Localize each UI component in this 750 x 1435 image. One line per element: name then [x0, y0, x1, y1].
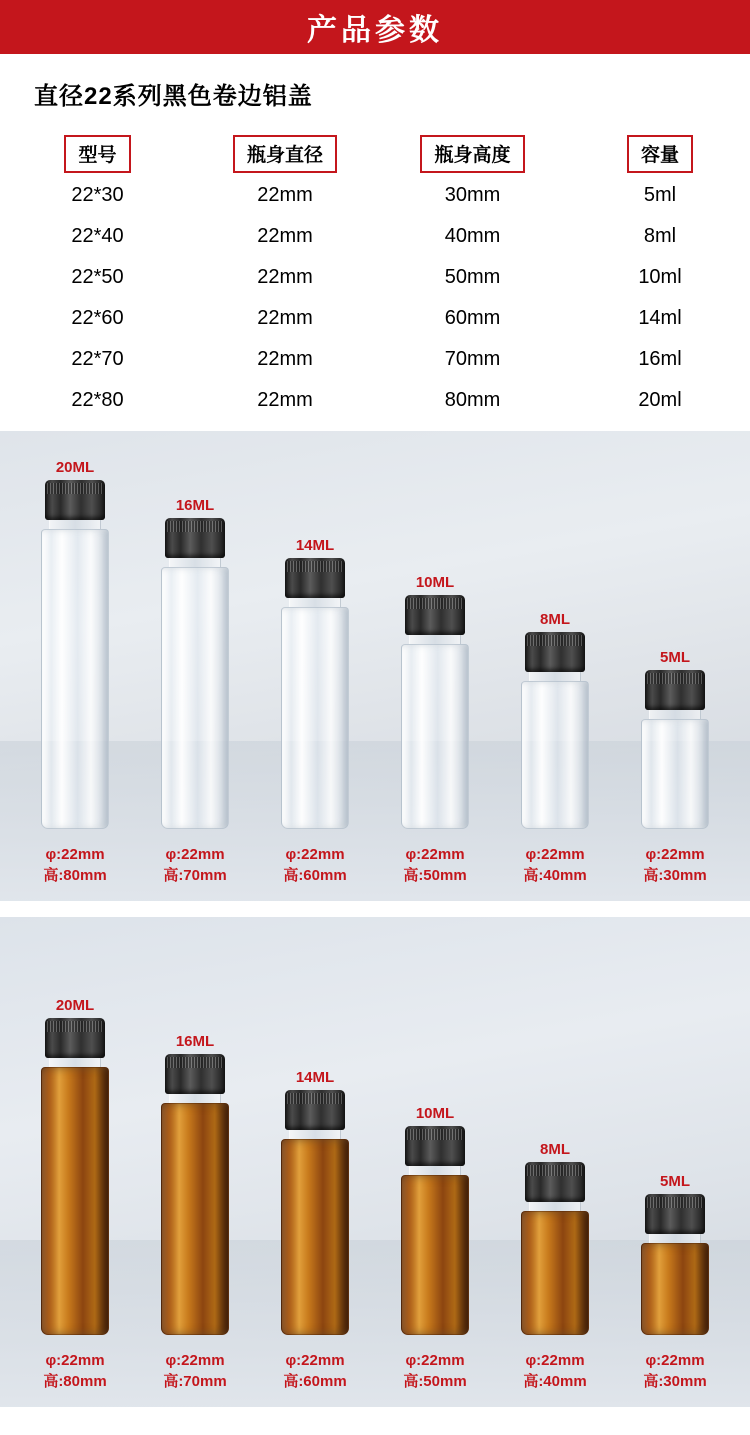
bottle-neck	[289, 1130, 341, 1139]
bottle-graphic	[399, 595, 471, 829]
diameter-text: φ:22mm	[645, 1351, 705, 1369]
table-row	[0, 380, 750, 421]
cell-diameter: 22mm	[257, 225, 313, 247]
page-title: 产品参数	[307, 14, 443, 47]
table-header-row	[0, 133, 750, 175]
bottle-item	[143, 497, 247, 829]
height-text: 高:60mm	[283, 1373, 347, 1391]
cell-height: 80mm	[444, 389, 501, 411]
cell-model: 22*70	[71, 348, 124, 370]
bottle-body	[521, 1211, 589, 1335]
dimension-label	[23, 1350, 127, 1394]
section-divider	[0, 901, 750, 917]
bottle-graphic	[519, 632, 591, 829]
bottle-neck	[529, 672, 581, 681]
cell-capacity: 20ml	[638, 389, 682, 411]
bottle-item	[623, 1173, 727, 1335]
diameter-text: φ:22mm	[285, 845, 345, 863]
diameter-text: φ:22mm	[405, 845, 465, 863]
bottle-neck	[409, 1166, 461, 1175]
bottle-item	[383, 574, 487, 829]
cell-model: 22*30	[71, 184, 124, 206]
capacity-label: 16ML	[175, 1033, 215, 1050]
table-row	[0, 298, 750, 339]
bottle-item	[383, 1105, 487, 1335]
diameter-text: φ:22mm	[645, 845, 705, 863]
cell-model: 22*60	[71, 307, 124, 329]
height-text: 高:30mm	[643, 1373, 707, 1391]
table-row	[0, 216, 750, 257]
cell-diameter: 22mm	[257, 307, 313, 329]
bottle-item	[23, 997, 127, 1335]
bottle-body	[161, 1103, 229, 1335]
bottle-neck	[289, 598, 341, 607]
table-header-cell	[0, 133, 195, 175]
dimension-label	[503, 1350, 607, 1394]
product-photo-amber-bottles	[0, 917, 750, 1407]
bottle-item	[503, 611, 607, 829]
aluminum-cap-icon	[45, 1018, 105, 1058]
aluminum-cap-icon	[525, 632, 585, 672]
bottle-graphic	[519, 1162, 591, 1335]
bottle-body	[161, 567, 229, 829]
bottle-graphic	[39, 480, 111, 829]
cell-height: 40mm	[444, 225, 501, 247]
aluminum-cap-icon	[645, 670, 705, 710]
dimension-label	[143, 1350, 247, 1394]
cell-capacity: 10ml	[638, 266, 682, 288]
height-text: 高:60mm	[283, 867, 347, 885]
bottle-body	[41, 1067, 109, 1335]
bottle-item	[263, 537, 367, 829]
bottle-body	[281, 607, 349, 829]
dimension-label	[623, 1350, 727, 1394]
table-header-cell	[195, 133, 375, 175]
diameter-text: φ:22mm	[405, 1351, 465, 1369]
bottle-neck	[169, 558, 221, 567]
cell-height: 50mm	[444, 266, 501, 288]
bottle-graphic	[279, 558, 351, 829]
capacity-label: 5ML	[660, 1173, 690, 1190]
amber-bottle-group	[0, 997, 750, 1335]
aluminum-cap-icon	[285, 558, 345, 598]
capacity-label: 16ML	[175, 497, 215, 514]
capacity-label: 14ML	[295, 1069, 335, 1086]
cell-height: 70mm	[444, 348, 501, 370]
column-header-diameter: 瓶身直径	[233, 135, 337, 173]
cell-diameter: 22mm	[257, 266, 313, 288]
table-row	[0, 257, 750, 298]
diameter-text: φ:22mm	[45, 1351, 105, 1369]
height-text: 高:70mm	[163, 1373, 227, 1391]
cell-model: 22*50	[71, 266, 124, 288]
bottle-body	[401, 644, 469, 829]
capacity-label: 20ML	[55, 459, 95, 476]
column-header-model: 型号	[64, 135, 130, 173]
height-text: 高:80mm	[43, 1373, 107, 1391]
cell-model: 22*40	[71, 225, 124, 247]
cell-capacity: 14ml	[638, 307, 682, 329]
diameter-text: φ:22mm	[165, 845, 225, 863]
bottle-item	[23, 459, 127, 829]
height-text: 高:70mm	[163, 867, 227, 885]
bottle-body	[521, 681, 589, 829]
table-header-cell	[570, 133, 750, 175]
bottle-neck	[49, 1058, 101, 1067]
aluminum-cap-icon	[285, 1090, 345, 1130]
page-header-banner	[0, 0, 750, 54]
cell-diameter: 22mm	[257, 348, 313, 370]
cell-height: 30mm	[444, 184, 501, 206]
capacity-label: 5ML	[660, 649, 690, 666]
height-text: 高:40mm	[523, 867, 587, 885]
clear-bottle-group	[0, 459, 750, 829]
height-text: 高:50mm	[403, 1373, 467, 1391]
bottle-neck	[529, 1202, 581, 1211]
bottle-graphic	[399, 1126, 471, 1335]
bottle-graphic	[639, 1194, 711, 1335]
clear-dimension-labels	[0, 844, 750, 888]
capacity-label: 20ML	[55, 997, 95, 1014]
product-photo-clear-bottles	[0, 431, 750, 901]
aluminum-cap-icon	[525, 1162, 585, 1202]
dimension-label	[503, 844, 607, 888]
aluminum-cap-icon	[165, 518, 225, 558]
bottle-item	[623, 649, 727, 829]
bottle-graphic	[159, 1054, 231, 1335]
cell-capacity: 16ml	[638, 348, 682, 370]
aluminum-cap-icon	[405, 595, 465, 635]
capacity-label: 8ML	[540, 611, 570, 628]
specification-section	[0, 54, 750, 431]
diameter-text: φ:22mm	[45, 845, 105, 863]
bottle-body	[641, 1243, 709, 1335]
bottle-graphic	[639, 670, 711, 829]
bottle-neck	[49, 520, 101, 529]
bottle-body	[41, 529, 109, 829]
column-header-capacity: 容量	[627, 135, 693, 173]
bottle-neck	[409, 635, 461, 644]
aluminum-cap-icon	[165, 1054, 225, 1094]
dimension-label	[383, 1350, 487, 1394]
diameter-text: φ:22mm	[285, 1351, 345, 1369]
height-text: 高:50mm	[403, 867, 467, 885]
bottle-neck	[649, 710, 701, 719]
diameter-text: φ:22mm	[525, 845, 585, 863]
spec-heading: 直径22系列黑色卷边铝盖	[34, 83, 313, 110]
amber-dimension-labels	[0, 1350, 750, 1394]
capacity-label: 8ML	[540, 1141, 570, 1158]
table-row	[0, 175, 750, 216]
bottle-body	[641, 719, 709, 829]
table-header-cell	[375, 133, 570, 175]
bottle-graphic	[39, 1018, 111, 1335]
capacity-label: 10ML	[415, 1105, 455, 1122]
bottle-item	[263, 1069, 367, 1335]
dimension-label	[623, 844, 727, 888]
cell-diameter: 22mm	[257, 184, 313, 206]
column-header-height: 瓶身高度	[420, 135, 524, 173]
aluminum-cap-icon	[45, 480, 105, 520]
cell-capacity: 8ml	[643, 225, 677, 247]
height-text: 高:80mm	[43, 867, 107, 885]
capacity-label: 10ML	[415, 574, 455, 591]
height-text: 高:30mm	[643, 867, 707, 885]
spec-table	[0, 133, 750, 421]
bottle-body	[281, 1139, 349, 1335]
capacity-label: 14ML	[295, 537, 335, 554]
cell-diameter: 22mm	[257, 389, 313, 411]
dimension-label	[383, 844, 487, 888]
dimension-label	[263, 1350, 367, 1394]
bottle-body	[401, 1175, 469, 1335]
bottle-neck	[169, 1094, 221, 1103]
diameter-text: φ:22mm	[525, 1351, 585, 1369]
bottle-neck	[649, 1234, 701, 1243]
aluminum-cap-icon	[405, 1126, 465, 1166]
bottle-graphic	[159, 518, 231, 829]
table-row	[0, 339, 750, 380]
diameter-text: φ:22mm	[165, 1351, 225, 1369]
dimension-label	[23, 844, 127, 888]
cell-model: 22*80	[71, 389, 124, 411]
dimension-label	[263, 844, 367, 888]
cell-height: 60mm	[444, 307, 501, 329]
height-text: 高:40mm	[523, 1373, 587, 1391]
bottle-graphic	[279, 1090, 351, 1335]
aluminum-cap-icon	[645, 1194, 705, 1234]
dimension-label	[143, 844, 247, 888]
bottle-item	[143, 1033, 247, 1335]
bottle-item	[503, 1141, 607, 1335]
cell-capacity: 5ml	[643, 184, 677, 206]
